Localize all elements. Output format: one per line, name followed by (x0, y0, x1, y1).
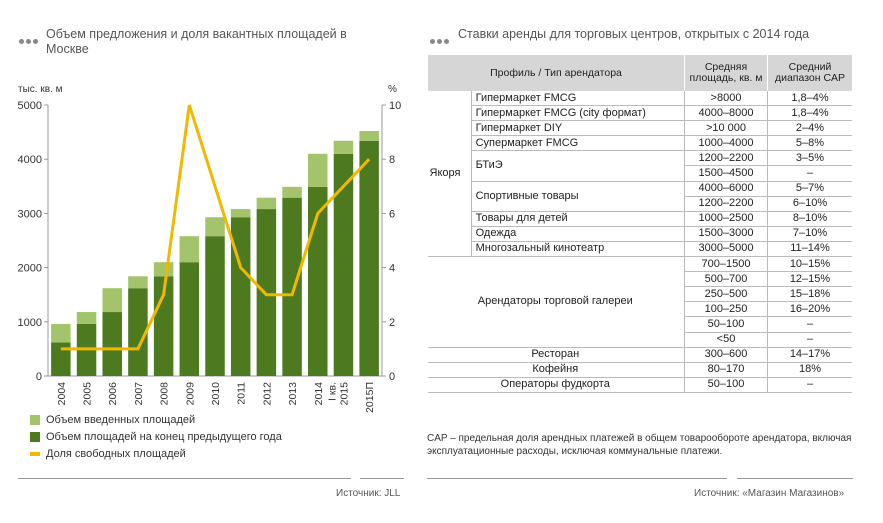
y-tick-label: 1000 (17, 316, 42, 329)
area-cell: >8000 (685, 91, 768, 106)
area-cell: 1200–2200 (685, 151, 768, 166)
bar-completed (308, 154, 328, 187)
bar-completed (51, 324, 71, 342)
cap-cell: 3–5% (768, 151, 853, 166)
x-tick-label: 2014 (312, 382, 325, 406)
area-cell: 80–170 (685, 362, 768, 377)
area-cell: 50–100 (685, 377, 768, 392)
x-tick-label: 2009 (184, 382, 197, 406)
bar-stock (102, 312, 122, 376)
header-area: Средняя площадь, кв. м (685, 55, 768, 91)
area-cell: 1200–2200 (685, 196, 768, 211)
tenant-name: Товары для детей (471, 211, 684, 226)
tenant-name: Многозальный кинотеатр (471, 241, 684, 256)
table-row (428, 226, 853, 241)
table-row (428, 151, 853, 166)
cap-cell: 7–10% (768, 226, 853, 241)
cap-cell: – (768, 166, 853, 181)
table-row (428, 211, 853, 226)
y-tick-label: 3000 (17, 208, 42, 221)
cap-cell: 1,8–4% (768, 106, 853, 121)
legend-item-vacancy (30, 445, 282, 462)
cap-cell: 16–20% (768, 302, 853, 317)
x-tick-label: 2005 (81, 382, 94, 406)
area-cell: 1500–4500 (685, 166, 768, 181)
cap-cell: 15–18% (768, 287, 853, 302)
table-row (428, 241, 853, 256)
table-row (428, 121, 853, 136)
y2-axis-label: % (388, 84, 397, 95)
area-cell: >10 000 (685, 121, 768, 136)
title-dots (430, 31, 451, 49)
cap-cell: 11–14% (768, 241, 853, 256)
y2-tick-label: 6 (389, 208, 396, 221)
bar-completed (334, 141, 354, 154)
y2-tick-label: 2 (389, 316, 396, 329)
legend-swatch-stock (30, 432, 40, 442)
bar-stock (205, 236, 225, 376)
x-tick-label: 2011 (235, 382, 248, 405)
legend-label-vacancy: Доля свободных площадей (46, 447, 186, 460)
table-row (428, 362, 853, 377)
right-footer-line (427, 478, 727, 479)
header-profile: Профиль / Тип арендатора (428, 55, 685, 91)
bar-completed (205, 217, 225, 236)
cap-cell: 1,8–4% (768, 91, 853, 106)
table-row (428, 257, 853, 272)
bar-stock (282, 198, 302, 376)
cap-cell: 5–7% (768, 181, 853, 196)
rent-rates-table (427, 55, 852, 393)
cap-cell: 2–4% (768, 121, 853, 136)
area-cell: 1500–3000 (685, 226, 768, 241)
tenant-name: Супермаркет FMCG (471, 136, 684, 151)
tenant-name: Кофейня (428, 362, 685, 377)
cap-cell: 5–8% (768, 136, 853, 151)
legend-item-completed (30, 411, 282, 428)
legend-swatch-completed (30, 415, 40, 425)
table-header-row (428, 55, 853, 91)
header-cap: Средний диапазон CAP (768, 55, 853, 91)
x-tick-label: 2012 (261, 382, 274, 406)
x-tick-label: 2015 (338, 382, 351, 406)
left-source: Источник: JLL (336, 488, 401, 499)
tenant-name: Гипермаркет DIY (471, 121, 684, 136)
tenant-name: Гипермаркет FMCG (city формат) (471, 106, 684, 121)
cap-cell: – (768, 317, 853, 332)
y2-tick-label: 0 (389, 371, 396, 383)
legend-label-completed: Объем введенных площадей (46, 413, 196, 426)
cap-cell: 18% (768, 362, 853, 377)
area-cell: 4000–6000 (685, 181, 768, 196)
bar-completed (180, 236, 200, 262)
chart-legend (30, 411, 282, 462)
cap-cell: – (768, 377, 853, 392)
area-cell: 4000–8000 (685, 106, 768, 121)
cap-cell: 12–15% (768, 272, 853, 287)
table-row (428, 106, 853, 121)
x-tick-label: 2004 (55, 382, 68, 406)
bar-completed (282, 187, 302, 198)
cap-cell: 14–17% (768, 347, 853, 362)
area-cell: 1000–4000 (685, 136, 768, 151)
x-tick-label: 2008 (158, 382, 171, 406)
area-cell: 1000–2500 (685, 211, 768, 226)
bar-stock (231, 217, 251, 376)
group-name: Арендаторы торговой галереи (428, 257, 685, 348)
area-cell: 500–700 (685, 272, 768, 287)
y2-tick-label: 8 (389, 154, 396, 167)
table-row (428, 347, 853, 362)
area-cell: 300–600 (685, 347, 768, 362)
y2-tick-label: 4 (389, 262, 396, 275)
tenant-name: Операторы фудкорта (428, 377, 685, 392)
cap-cell: – (768, 332, 853, 347)
bar-completed (154, 262, 174, 276)
y-tick-label: 4000 (17, 154, 42, 167)
bar-completed (257, 198, 277, 209)
right-footer-line-end (737, 478, 853, 479)
x-tick-label: 2015П (364, 382, 377, 413)
area-cell: 3000–5000 (685, 241, 768, 256)
y-tick-label: 2000 (17, 262, 42, 275)
tenant-name: Ресторан (428, 347, 685, 362)
y-tick-label: 0 (35, 371, 42, 383)
area-cell: <50 (685, 332, 768, 347)
bar-completed (359, 131, 379, 141)
cap-cell: 8–10% (768, 211, 853, 226)
cap-note: CAP – предельная доля арендных платежей в общем товарообороте арендатора, включая эксплуатационные расходы, исключая коммунальные платежи. (427, 433, 852, 457)
x-tick-label: 2010 (210, 382, 222, 406)
bar-stock (180, 262, 200, 376)
area-cell: 250–500 (685, 287, 768, 302)
bar-completed (128, 276, 148, 288)
y2-tick-label: 10 (389, 100, 402, 112)
area-cell: 700–1500 (685, 257, 768, 272)
group-name: Якоря (428, 91, 472, 257)
area-cell: 50–100 (685, 317, 768, 332)
cap-cell: 6–10% (768, 196, 853, 211)
bar-completed (231, 209, 251, 217)
chart-title: Объем предложения и доля вакантных площадей в Москве (46, 27, 347, 56)
tenant-name: БТиЭ (471, 151, 684, 181)
y-tick-label: 5000 (17, 100, 42, 112)
table-row (428, 91, 853, 106)
tenant-name: Одежда (471, 226, 684, 241)
legend-label-stock: Объем площадей на конец предыдущего года (46, 430, 282, 443)
left-footer-line-end (360, 478, 404, 479)
tenant-name: Гипермаркет FMCG (471, 91, 684, 106)
table-row (428, 181, 853, 196)
right-source: Источник: «Магазин Магазинов» (694, 488, 845, 499)
table-row (428, 377, 853, 392)
legend-swatch-vacancy (30, 452, 40, 456)
table-title: Ставки аренды для торговых центров, открытых с 2014 года (458, 27, 810, 41)
x-tick-label: 2007 (132, 382, 145, 406)
y-axis-label: тыс. кв. м (18, 84, 63, 95)
cap-cell: 10–15% (768, 257, 853, 272)
x-tick-note: I кв. (326, 382, 339, 401)
x-tick-label: 2006 (107, 382, 120, 406)
legend-item-stock (30, 428, 282, 445)
area-cell: 100–250 (685, 302, 768, 317)
left-footer-line (18, 478, 351, 479)
table-row (428, 136, 853, 151)
bar-stock (359, 141, 379, 376)
x-tick-label: 2013 (287, 382, 300, 406)
bar-completed (77, 312, 97, 324)
tenant-name: Спортивные товары (471, 181, 684, 211)
bar-completed (102, 288, 122, 312)
